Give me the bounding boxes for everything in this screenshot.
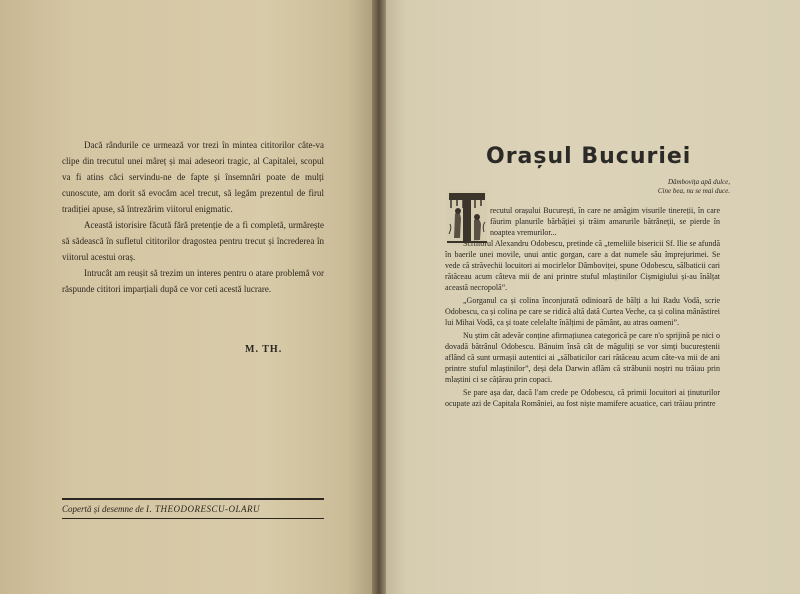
foreword-paragraph: Această istorisire făcută fără pretenție de a fi completă, urmărește să sădească în sufletul cititorilor dragostea pentru trecut și încrederea în viitorul acestui oraș.: [62, 220, 324, 262]
foreword-paragraph: Intrucât am reușit să trezim un interes pentru o atare problemă vor răspunde cititori imparțiali după ce vor ceti acestă lucrare.: [62, 268, 324, 294]
body-paragraph: Se pare așa dar, dacă l'am crede pe Odobescu, că primii locuitori ai ținuturilor ocupate azi de Capitala României, au fost niște mamifere acuatice, cari trăiau printre: [445, 388, 720, 408]
body-paragraph: Scriitorul Alexandru Odobescu, pretinde că „temeliile bisericii Sf. Ilie se afundă în baerile unei movile, unui antic gorgan, care a dat numele său împrejurimei. Se vede că străvechii locuitori ai mocirlelor Dâmboviței, spune Odobescu, sălbaticii cari rătăceau acum câteva mii de ani printre stuful mlaștinilor Cișmigiului și-au înălțat această necropolă”.: [445, 239, 720, 292]
body-paragraph: Nu știm cât adevăr conține afirmațiunea categorică pe care n'o sprijină pe nici o dovadă bătrânul Odobescu. Bănuim însă cât de măguliți se vor simți bucureștenii aflând că sunt urmașii autentici ai „sălbaticilor cari rătăceau acum câte-va mii de ani printre stuful mlaștinilor”, deși dela Darwin aflăm că străbunii noștri nu trăiau prin mlaștini ci se cățărau prin copaci.: [445, 331, 720, 384]
lead-paragraph: recutul orașului București, în care ne amăgim visurile tinereții, în care făurim planurile bărbăției și trăim amarurile bătrâneții, se pierde în noaptea vremurilor...: [490, 206, 720, 237]
chapter-body: [445, 238, 720, 411]
epigraph: [600, 178, 730, 196]
foreword-paragraph: Dacă rândurile ce urmează vor trezi în mintea cititorilor câte-va clipe din trecutul unei mâreț și mai adeseori tragic, al Capitalei, scopul va fi atins căci servindu-ne de fapte și însemnări poate de mulți cunoscute, am dorit să evocăm acel trecut, să legăm prezentul de firul tradiției apuse, să întrezărim viitorul enigmatic.: [62, 140, 324, 214]
body-paragraph: „Gorganul ca și colina înconjurată odinioară de bălți a lui Radu Vodă, scrie Odobescu, ca și colina pe care se ridică altă dată Curtea Veche, ca și colina mânăstirei lui Mihai Vodă, ca și toate celelalte înălțimi de pământ, au atras oameni”.: [445, 296, 720, 327]
author-signature: M. TH.: [245, 344, 283, 355]
credit-name: I. THEODORESCU-OLARU: [145, 504, 260, 514]
book-spine: [372, 0, 386, 594]
cover-credit: [62, 498, 324, 519]
chapter-title: Orașul Bucuriei: [486, 144, 692, 169]
foreword: [62, 137, 324, 297]
epigraph-line: Cine bea, nu se mai duce.: [657, 187, 730, 195]
epigraph-line: Dâmbovița apă dulce,: [667, 178, 730, 186]
credit-prefix: Copertă și desemne de: [62, 504, 144, 514]
